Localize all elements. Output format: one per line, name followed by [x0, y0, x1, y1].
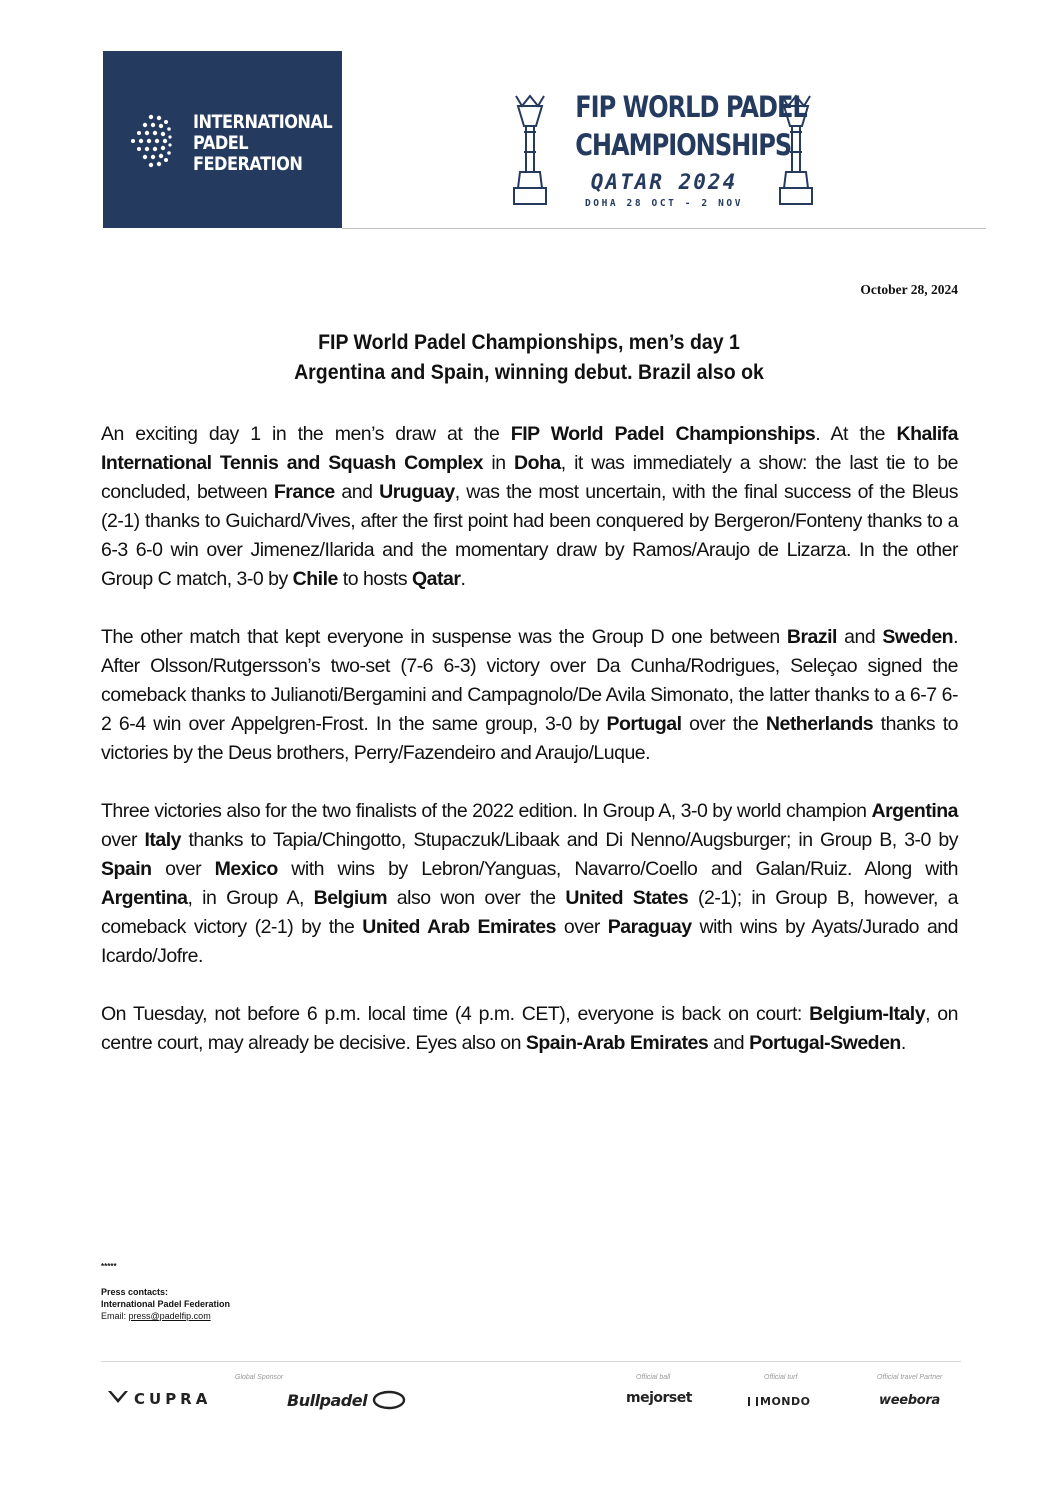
bold-text: Sweden	[882, 626, 954, 648]
article-paragraph	[101, 1000, 958, 1058]
bullpadel-logo	[287, 1390, 406, 1412]
text-run: and	[836, 626, 883, 648]
championship-logo-line4: DOHA 28 OCT - 2 NOV	[584, 198, 744, 209]
bold-text: Spain	[101, 858, 152, 880]
bold-text: Chile	[292, 568, 338, 590]
text-run: with wins by Ayats/Jurado and Icardo/Jofre.	[101, 916, 958, 967]
article-paragraph	[101, 623, 958, 768]
press-contacts-email-row	[101, 1310, 230, 1322]
bold-text: Brazil	[786, 626, 837, 648]
text-run: , it was immediately a show: the last tie to be concluded, between	[101, 452, 959, 503]
text-run: and	[334, 481, 380, 503]
ipf-logo-line1: INTERNATIONAL	[193, 111, 333, 133]
text-run: and	[708, 1032, 750, 1054]
bold-text: Doha	[514, 452, 561, 474]
email-link[interactable]: press@padelfip.com	[128, 1311, 211, 1321]
press-contacts-label: Press contacts:	[101, 1287, 169, 1297]
text-run: over	[151, 858, 215, 880]
text-run: over	[101, 829, 145, 851]
mejorset-logo: mejorset	[626, 1390, 692, 1406]
text-run: thanks to Tapia/Chingotto, Stupaczuk/Libaak and Di Nenno/Augsburger; in Group B, 3-0 by	[180, 829, 958, 851]
ipf-logo	[103, 51, 342, 228]
article-body	[101, 420, 958, 1087]
bold-text: Portugal	[606, 713, 682, 735]
article-paragraph	[101, 420, 958, 594]
mondo-logo-text: MONDO	[760, 1395, 811, 1408]
bold-text: United Arab Emirates	[362, 916, 556, 938]
official-travel-caption: Official travel Partner	[877, 1374, 943, 1381]
separator-stars: *****	[101, 1262, 117, 1271]
bold-text: Argentina	[101, 887, 188, 909]
release-date: October 28, 2024	[860, 282, 958, 297]
bold-text: United States	[565, 887, 689, 909]
text-run: , in Group A,	[187, 887, 314, 909]
championship-logo-line1: FIP WORLD PADEL	[575, 90, 807, 124]
bold-text: Khalifa International Tennis and Squash Complex	[101, 423, 958, 474]
mondo-mark-icon	[748, 1397, 758, 1406]
text-run: (2-1); in Group B, however, a comeback victory (2-1) by the	[101, 887, 958, 938]
bold-text: Italy	[144, 829, 181, 851]
official-ball-caption: Official ball	[636, 1374, 671, 1381]
text-run: in	[483, 452, 514, 474]
text-run: An exciting day 1 in the men’s draw at the	[101, 423, 511, 445]
trophy-icon	[512, 92, 548, 210]
text-run: with wins by Lebron/Yanguas, Navarro/Coello and Galan/Ruiz. Along with	[277, 858, 958, 880]
bold-text: Portugal-Sweden	[749, 1032, 901, 1054]
text-run: The other match that kept everyone in suspense was the Group D one between	[101, 626, 787, 648]
trophy-icon	[778, 92, 814, 210]
bold-text: Argentina	[871, 800, 958, 822]
padel-ball-dots-icon	[129, 113, 173, 169]
bullpadel-mark-icon	[372, 1390, 406, 1410]
championship-logo-line2: CHAMPIONSHIPS	[575, 128, 792, 162]
subheadline: Argentina and Spain, winning debut. Brazil also ok	[294, 361, 764, 384]
text-run: . After Olsson/Rutgersson’s two-set (7-6 6-3) victory over Da Cunha/Rodrigues, Seleçao signed the comeback thanks to Julianoti/Bergamini and Campagnolo/De Avila Simonato, the latter thanks to a 6-7 6-2 6-4 win over Appelgren-Frost. In the same group, 3-0 by	[101, 626, 959, 735]
press-contacts-org: International Padel Federation	[101, 1299, 231, 1309]
bold-text: Paraguay	[607, 916, 692, 938]
text-run: , on centre court, may already be decisive. Eyes also on	[101, 1003, 958, 1054]
text-run: , was the most uncertain, with the final success of the Bleus (2-1) thanks to Guichard/Vives, after the first point had been conquered by Bergeron/Fonteny thanks to a 6-3 6-0 win over Jimenez/Ilarida and the momentary draw by Ramos/Araujo de Lizarza. In the other Group C match, 3-0 by	[101, 481, 958, 590]
text-run: On Tuesday, not before 6 p.m. local time (4 p.m. CET), everyone is back on court:	[101, 1003, 810, 1025]
text-run: over	[555, 916, 608, 938]
bullpadel-logo-text: Bullpadel	[287, 1391, 368, 1410]
article-paragraph	[101, 797, 958, 971]
bold-text: Mexico	[214, 858, 278, 880]
text-run: over the	[681, 713, 766, 735]
ipf-logo-line2: PADEL	[193, 132, 249, 154]
bold-text: Spain-Arab Emirates	[525, 1032, 709, 1054]
weebora-logo: weebora	[879, 1393, 940, 1408]
text-run: thanks to victories by the Deus brothers, Perry/Fazendeiro and Araujo/Luque.	[101, 713, 958, 764]
text-run: .	[900, 1032, 906, 1054]
bold-text: FIP World Padel Championships	[510, 423, 816, 445]
championship-logo-line3: QATAR 2024	[590, 170, 738, 194]
ipf-logo-text	[193, 112, 332, 175]
cupra-mark-icon	[108, 1391, 128, 1405]
ipf-logo-line3: FEDERATION	[193, 153, 303, 175]
footer-divider	[101, 1361, 961, 1362]
cupra-logo-text: CUPRA	[134, 1390, 212, 1408]
bold-text: France	[273, 481, 335, 503]
global-sponsor-caption: Global Sponsor	[235, 1374, 284, 1381]
mondo-logo	[748, 1395, 811, 1417]
text-run: to hosts	[337, 568, 412, 590]
headline: FIP World Padel Championships, men’s day 1	[318, 331, 740, 354]
header-divider	[342, 228, 986, 229]
text-run: Three victories also for the two finalists of the 2022 edition. In Group A, 3-0 by world champion	[101, 800, 872, 822]
email-label: Email:	[101, 1311, 129, 1321]
official-turf-caption: Official turf	[764, 1374, 798, 1381]
text-run: also won over the	[387, 887, 566, 909]
cupra-logo	[108, 1390, 211, 1412]
bold-text: Qatar	[411, 568, 461, 590]
bold-text: Netherlands	[765, 713, 874, 735]
bold-text: Belgium	[313, 887, 388, 909]
press-contacts	[101, 1286, 230, 1322]
text-run: . At the	[815, 423, 897, 445]
bold-text: Belgium-Italy	[809, 1003, 926, 1025]
text-run: .	[460, 568, 466, 590]
championship-logo	[512, 92, 812, 210]
bold-text: Uruguay	[379, 481, 455, 503]
